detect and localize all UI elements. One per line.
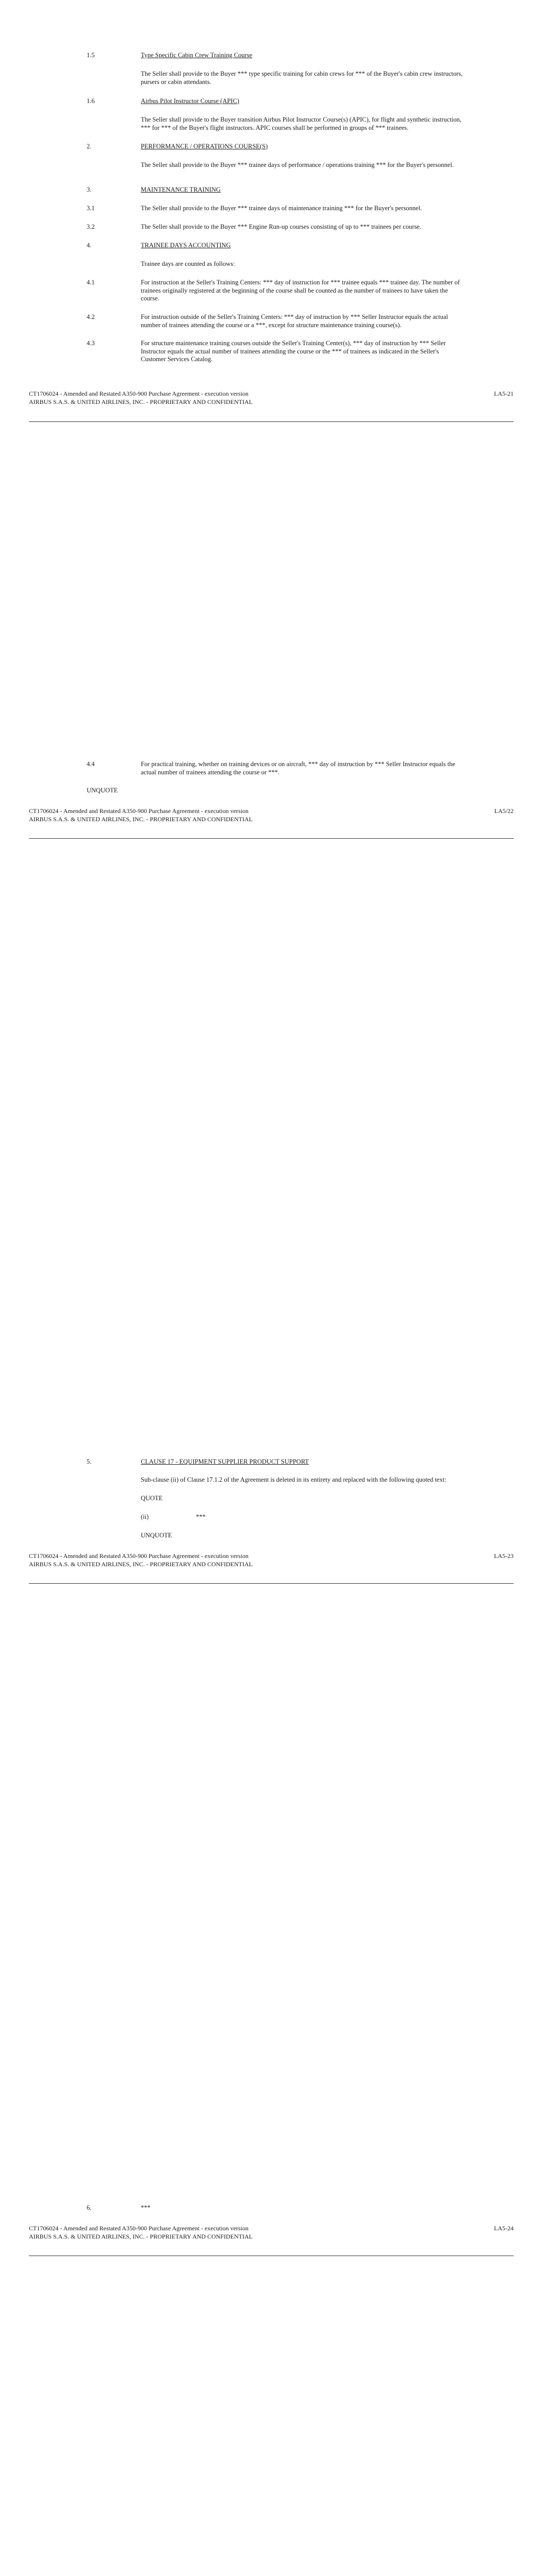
section-number: 4.3 — [87, 340, 95, 347]
page-number: LA5-21 — [494, 390, 514, 397]
section-number: 1.6 — [87, 97, 95, 105]
unquote-marker: UNQUOTE — [87, 787, 118, 794]
section-number: 4.2 — [87, 313, 95, 320]
page-footer — [29, 2225, 514, 2241]
section-number: 6. — [87, 2204, 92, 2211]
page-divider — [29, 1583, 514, 1584]
section-heading: Airbus Pilot Instructor Course (APIC) — [141, 97, 239, 105]
section-paragraph: For instruction at the Seller's Training Centers: *** day of instruction for *** trainee equals *** trainee day. The number of trainees originally registered at the beginning of the course shall be counted as the number of trainees to have taken the course. — [141, 279, 460, 302]
section-paragraph: The Seller shall provide to the Buyer transition Airbus Pilot Instructor Course(s) (APIC), for flight and synthetic instruction, *** for *** of the Buyer's flight instructors. APIC courses shall be performed in groups of *** trainees. — [141, 116, 461, 131]
section-paragraph: The Seller shall provide to the Buyer *** type specific training for cabin crews for *** of the Buyer's cabin crew instructors, pursers or cabin attendants. — [141, 70, 463, 86]
footer-line-1: CT1706024 - Amended and Restated A350-900 Purchase Agreement - execution version — [29, 807, 249, 815]
page-number: LA5/22 — [494, 807, 514, 815]
page-footer — [29, 390, 514, 406]
footer-line-2: AIRBUS S.A.S. & UNITED AIRLINES, INC. - PROPRIETARY AND CONFIDENTIAL — [29, 398, 253, 405]
section-paragraph: Sub-clause (ii) of Clause 17.1.2 of the Agreement is deleted in its entirety and replaced with the following quoted text: — [141, 1476, 447, 1483]
section-number: 1.5 — [87, 52, 95, 59]
section-number: 3.2 — [87, 223, 95, 230]
section-heading: PERFORMANCE / OPERATIONS COURSE(S) — [141, 143, 268, 150]
section-heading: Type Specific Cabin Crew Training Course — [141, 52, 253, 59]
section-text: *** — [141, 2204, 151, 2211]
page-footer — [29, 1552, 514, 1568]
page-divider — [29, 838, 514, 839]
section-number: 4. — [87, 242, 92, 249]
footer-line-2: AIRBUS S.A.S. & UNITED AIRLINES, INC. - PROPRIETARY AND CONFIDENTIAL — [29, 815, 253, 823]
section-paragraph: The Seller shall provide to the Buyer *** trainee days of maintenance training *** for the Buyer's personnel. — [141, 205, 422, 212]
section-number: 3.1 — [87, 205, 95, 212]
subclause-text: *** — [196, 1513, 206, 1520]
section-paragraph: For practical training, whether on training devices or on aircraft, *** day of instruction by *** Seller Instructor equals the actual number of trainees attending the course or ***. — [141, 760, 455, 776]
page-number: LA5-23 — [494, 1552, 514, 1560]
section-heading: MAINTENANCE TRAINING — [141, 186, 221, 193]
page-number: LA5-24 — [494, 2225, 514, 2232]
footer-line-1: CT1706024 - Amended and Restated A350-900 Purchase Agreement - execution version — [29, 390, 249, 397]
footer-line-1: CT1706024 - Amended and Restated A350-900 Purchase Agreement - execution version — [29, 1552, 249, 1560]
subclause-label: (ii) — [141, 1513, 149, 1520]
section-paragraph: For structure maintenance training courses outside the Seller's Training Center(s), *** day of instruction by *** Seller Instructor equals the actual number of trainees attending the course or the *** of trainees as indicated in the Seller's Customer Services Catalog. — [141, 340, 446, 363]
section-paragraph: The Seller shall provide to the Buyer *** trainee days of performance / operations training *** for the Buyer's personnel. — [141, 161, 454, 168]
section-paragraph: The Seller shall provide to the Buyer *** Engine Run-up courses consisting of up to *** trainees per course. — [141, 223, 421, 230]
footer-line-2: AIRBUS S.A.S. & UNITED AIRLINES, INC. - PROPRIETARY AND CONFIDENTIAL — [29, 1560, 253, 1568]
unquote-marker: UNQUOTE — [141, 1532, 172, 1539]
section-paragraph: Trainee days are counted as follows: — [141, 260, 235, 267]
section-number: 5. — [87, 1458, 92, 1465]
section-heading: CLAUSE 17 - EQUIPMENT SUPPLIER PRODUCT SUPPORT — [141, 1458, 309, 1465]
section-heading: TRAINEE DAYS ACCOUNTING — [141, 242, 231, 249]
footer-line-2: AIRBUS S.A.S. & UNITED AIRLINES, INC. - PROPRIETARY AND CONFIDENTIAL — [29, 2232, 253, 2240]
section-number: 3. — [87, 186, 92, 193]
quote-marker: QUOTE — [141, 1495, 163, 1502]
footer-line-1: CT1706024 - Amended and Restated A350-900 Purchase Agreement - execution version — [29, 2225, 249, 2232]
section-number: 2. — [87, 143, 92, 150]
section-paragraph: For instruction outside of the Seller's Training Centers: *** day of instruction by *** Seller Instructor equals the actual number of trainees attending the course or a ***, except for structure maintenance training course(s). — [141, 313, 448, 329]
page-divider — [29, 421, 514, 422]
section-number: 4.1 — [87, 279, 95, 286]
page-footer — [29, 807, 514, 823]
section-number: 4.4 — [87, 760, 95, 768]
